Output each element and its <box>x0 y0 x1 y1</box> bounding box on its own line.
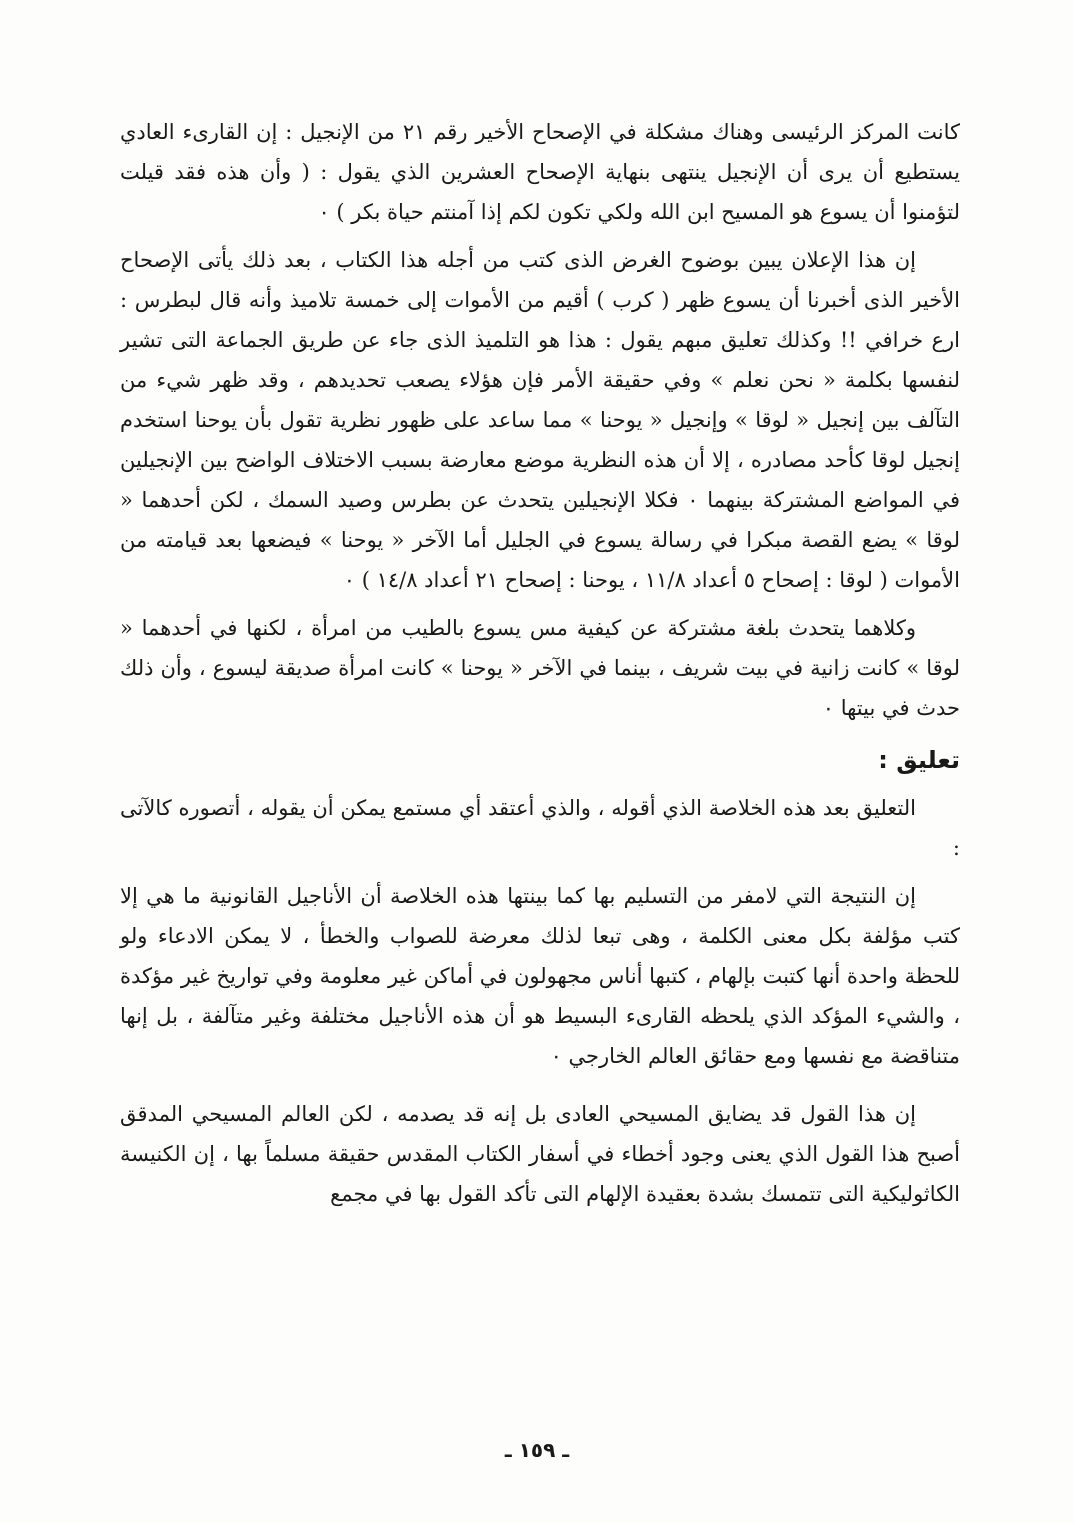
paragraph-2: إن هذا الإعلان يبين بوضوح الغرض الذى كتب من أجله هذا الكتاب ، بعد ذلك يأتى الإصحاح الأخير الذى أخبرنا أن يسوع ظهر ( كرب ) أقيم من الأموات إلى خمسة تلاميذ وأنه قال لبطرس : ارع خرافي !! وكذلك تعليق مبهم يقول : هذا هو التلميذ الذى جاء عن طريق الجماعة التى تشير لنفسها بكلمة « نحن نعلم » وفي حقيقة الأمر فإن هؤلاء يصعب تحديدهم ، وقد ظهر شيء من التآلف بين إنجيل « لوقا » وإنجيل « يوحنا » مما ساعد على ظهور نظرية تقول بأن يوحنا استخدم إنجيل لوقا كأحد مصادره ، إلا أن هذه النظرية موضع معارضة بسبب الاختلاف الواضح بين الإنجيلين في المواضع المشتركة بينهما ٠ فكلا الإنجيلين يتحدث عن بطرس وصيد السمك ، لكن أحدهما « لوقا » يضع القصة مبكرا في رسالة يسوع في الجليل أما الآخر « يوحنا » فيضعها بعد قيامته من الأموات ( لوقا : إصحاح ٥ أعداد ١١/٨ ، يوحنا : إصحاح ٢١ أعداد ١٤/٨ ) ٠ <box>120 248 960 592</box>
paragraph-3: وكلاهما يتحدث بلغة مشتركة عن كيفية مس يسوع بالطيب من امرأة ، لكنها في أحدهما « لوقا » كانت زانية في بيت شريف ، بينما في الآخر « يوحنا » كانت امرأة صديقة ليسوع ، وأن ذلك حدث في بيتها ٠ <box>120 616 960 720</box>
page-body <box>120 112 960 1214</box>
paragraph-4: التعليق بعد هذه الخلاصة الذي أقوله ، والذي أعتقد أي مستمع يمكن أن يقوله ، أتصوره كالآتى : <box>120 796 960 860</box>
section-heading: تعليق : <box>878 746 960 774</box>
spacer <box>120 728 960 740</box>
spacer <box>120 232 960 240</box>
spacer <box>120 1076 960 1094</box>
paragraph-1: كانت المركز الرئيسى وهناك مشكلة في الإصحاح الأخير رقم ٢١ من الإنجيل : إن القارىء العادي يستطيع أن يرى أن الإنجيل ينتهى بنهاية الإصحاح العشرين الذي يقول : ( وأن هذه فقد قيلت لتؤمنوا أن يسوع هو المسيح ابن الله ولكي تكون لكم إذا آمنتم حياة بكر ) ٠ <box>120 120 961 224</box>
spacer <box>120 780 960 788</box>
paragraph-5: إن النتيجة التي لامفر من التسليم بها كما بينتها هذه الخلاصة أن الأناجيل القانونية ما هي إلا كتب مؤلفة بكل معنى الكلمة ، وهى تبعا لذلك معرضة للصواب والخطأ ، لا يمكن الادعاء ولو للحظة واحدة أنها كتبت بإلهام ، كتبها أناس مجهولون في أماكن غير معلومة وفي تواريخ غير مؤكدة ، والشيء المؤكد الذي يلحظه القارىء البسيط هو أن هذه الأناجيل مختلفة وغير متآلفة ، بل إنها متناقضة مع نفسها ومع حقائق العالم الخارجي ٠ <box>120 884 960 1068</box>
spacer <box>120 600 960 608</box>
page-number: ـ ١٥٩ ـ <box>504 1438 570 1462</box>
paragraph-6: إن هذا القول قد يضايق المسيحي العادى بل إنه قد يصدمه ، لكن العالم المسيحي المدقق أصبح هذا القول الذي يعنى وجود أخطاء في أسفار الكتاب المقدس حقيقة مسلماً بها ، إن الكنيسة الكاثوليكية التى تتمسك بشدة بعقيدة الإلهام التى تأكد القول بها في مجمع <box>120 1102 960 1206</box>
spacer <box>120 868 960 876</box>
